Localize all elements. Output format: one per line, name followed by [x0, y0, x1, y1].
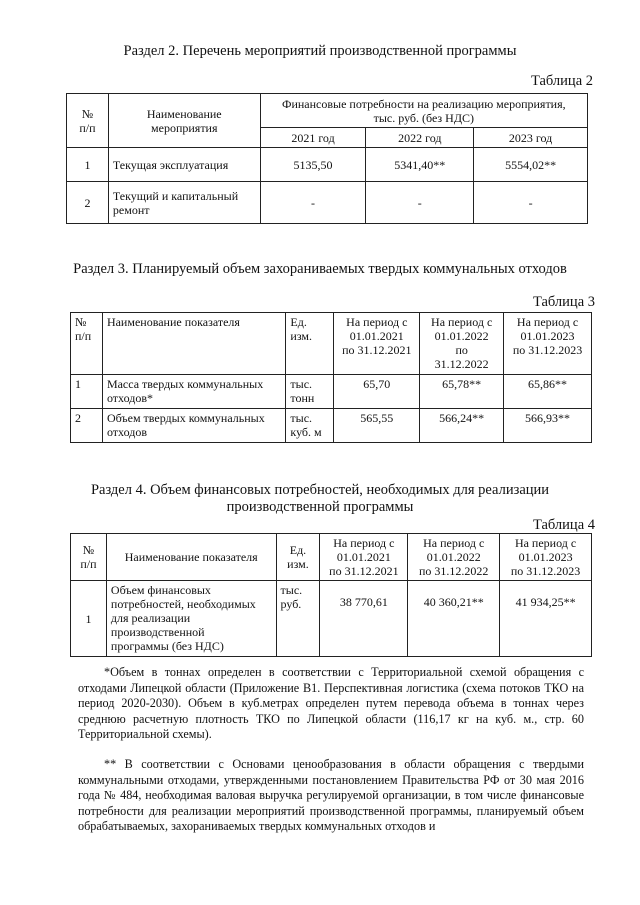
footnote-2: ** В соответствии с Основами ценообразования в области обращения с твердыми коммунальными отходами, утвержденными постановлением Правительства РФ от 30 мая 2016 года № 484, необходимая валовая выручка регулируемой организации, в том числе финансовые потребности для реализации мероприятий производственной программы, планируемый объем обрабатываемых, захораниваемых твердых коммунальных отходов и [78, 757, 584, 833]
table3-label: Таблица 3 [532, 294, 595, 310]
t4-row1-num: 1 [71, 581, 107, 657]
t3-header-2023: На период с 01.01.2023 по 31.12.2023 [504, 313, 592, 375]
t4-row1-2021: 38 770,61 [320, 581, 408, 657]
t4-row1-2022: 40 360,21** [408, 581, 500, 657]
t2-header-finance: Финансовые потребности на реализацию мероприятия, тыс. руб. (без НДС) [260, 94, 587, 128]
t3-row1-2021: 65,70 [334, 375, 420, 409]
t3-row2-2021: 565,55 [334, 409, 420, 443]
table4-label: Таблица 4 [532, 517, 595, 533]
t4-header-num: № п/п [71, 534, 107, 581]
t2-row1-num: 1 [67, 148, 109, 182]
t2-row1-2021: 5135,50 [260, 148, 366, 182]
t4-header-name: Наименование показателя [106, 534, 276, 581]
t4-row1-name: Объем финансовых потребностей, необходимых для реализации производственной программы (без НДС) [106, 581, 276, 657]
t3-header-name: Наименование показателя [102, 313, 285, 375]
t4-header-unit: Ед. изм. [276, 534, 320, 581]
section4-title: Раздел 4. Объем финансовых потребностей, необходимых для реализации производственной программы [90, 482, 550, 515]
t2-row2-name: Текущий и капитальный ремонт [108, 182, 260, 224]
t2-year-2023: 2023 год [474, 128, 588, 148]
table-row [71, 375, 592, 409]
t4-row1-unit: тыс. руб. [276, 581, 320, 657]
t3-header-num: № п/п [71, 313, 103, 375]
table2-label: Таблица 2 [530, 73, 593, 89]
t3-header-2021: На период с 01.01.2021 по 31.12.2021 [334, 313, 420, 375]
table4 [70, 533, 592, 657]
table-row [67, 182, 588, 224]
t2-row2-2021: - [260, 182, 366, 224]
table2 [66, 93, 588, 224]
t3-row1-num: 1 [71, 375, 103, 409]
t3-row1-2023: 65,86** [504, 375, 592, 409]
table-row [71, 581, 592, 657]
t3-row2-2022: 566,24** [420, 409, 504, 443]
t2-year-2022: 2022 год [366, 128, 474, 148]
t2-row2-num: 2 [67, 182, 109, 224]
section3-title: Раздел 3. Планируемый объем захораниваемых твердых коммунальных отходов [73, 261, 567, 277]
table-row [67, 148, 588, 182]
t3-row2-unit: тыс. куб. м [286, 409, 334, 443]
t4-header-2023: На период с 01.01.2023 по 31.12.2023 [500, 534, 592, 581]
t2-header-name: Наименование мероприятия [108, 94, 260, 148]
t2-row1-name: Текущая эксплуатация [108, 148, 260, 182]
t3-row1-unit: тыс. тонн [286, 375, 334, 409]
t2-row1-2023: 5554,02** [474, 148, 588, 182]
t4-header-2022: На период с 01.01.2022 по 31.12.2022 [408, 534, 500, 581]
section2-title: Раздел 2. Перечень мероприятий производственной программы [123, 43, 517, 59]
t3-row2-num: 2 [71, 409, 103, 443]
t3-header-unit: Ед. изм. [286, 313, 334, 375]
t3-header-2022: На период с 01.01.2022 по 31.12.2022 [420, 313, 504, 375]
t2-row2-2023: - [474, 182, 588, 224]
t4-header-2021: На период с 01.01.2021 по 31.12.2021 [320, 534, 408, 581]
t2-year-2021: 2021 год [260, 128, 366, 148]
footnote-1: *Объем в тоннах определен в соответствии с Территориальной схемой обращения с отходами Липецкой области (Приложение В1. Перспективная логистика (схема потоков ТКО на период 2020-2030). Объем в куб.метрах определен путем перевода объема в тоннах через среднюю расчетную плотность ТКО по Липецкой области (116,17 кг на куб. м., стр. 60 Территориальной схемы). [78, 665, 584, 741]
t2-header-num: № п/п [67, 94, 109, 148]
t2-row2-2022: - [366, 182, 474, 224]
table-row [71, 409, 592, 443]
t3-row1-name: Масса твердых коммунальных отходов* [102, 375, 285, 409]
t3-row2-name: Объем твердых коммунальных отходов [102, 409, 285, 443]
table3 [70, 312, 592, 443]
t3-row1-2022: 65,78** [420, 375, 504, 409]
t2-row1-2022: 5341,40** [366, 148, 474, 182]
t4-row1-2023: 41 934,25** [500, 581, 592, 657]
t3-row2-2023: 566,93** [504, 409, 592, 443]
